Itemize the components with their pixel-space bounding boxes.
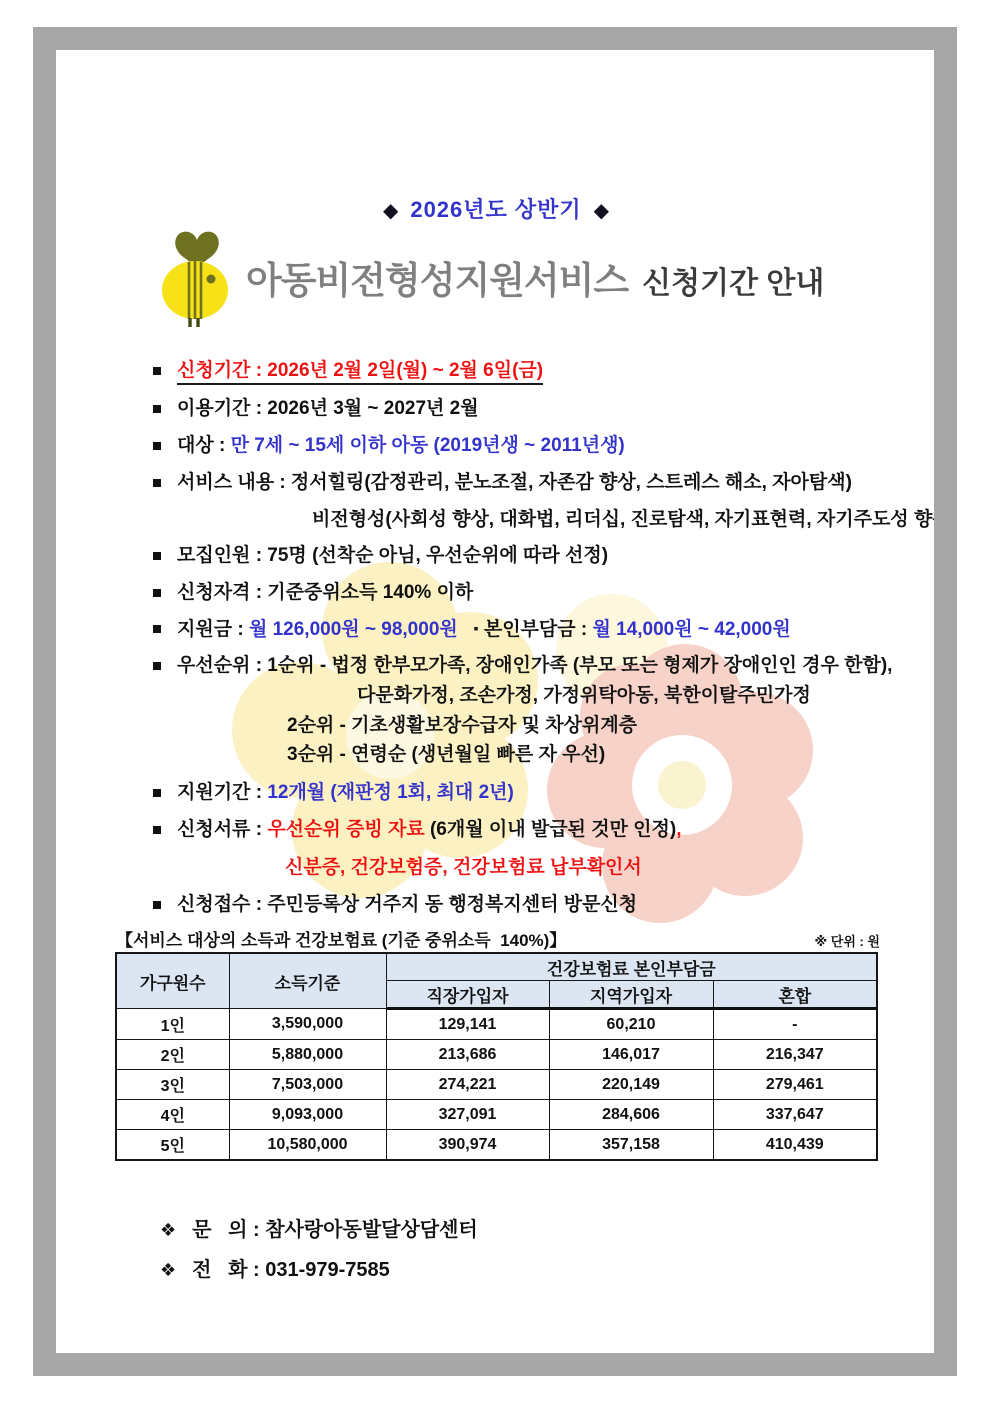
table-cell: 327,091 <box>386 1100 549 1130</box>
four-diamond-icon: ❖ <box>160 1220 177 1240</box>
table-section-title: 【서비스 대상의 소득과 건강보험료 (기준 중위소득 140%)】 <box>116 931 567 950</box>
bullet-support-amount <box>150 614 957 644</box>
table-cell: 1인 <box>116 1009 229 1040</box>
bee-logo-icon <box>158 226 236 328</box>
target-value: 만 7세 ~ 15세 이하 아동 (2019년생 ~ 2011년생) <box>230 435 625 456</box>
unit-note: ※ 단위 : 원 <box>814 934 880 949</box>
contact-section <box>160 1210 478 1290</box>
bullet-list <box>150 356 957 919</box>
duration-value: 12개월 (재판정 1회, 최대 2년) <box>267 782 514 803</box>
table-cell: 213,686 <box>386 1040 549 1070</box>
page-title: 아동비전형성지원서비스 <box>246 260 629 301</box>
bullet-required-docs <box>150 815 957 844</box>
bullet-support-duration <box>150 778 957 807</box>
table-cell: 4인 <box>116 1100 229 1130</box>
table-cell: 337,647 <box>713 1100 877 1130</box>
bullet-use-period: 이용기간 : 2026년 3월 ~ 2027년 2월 <box>150 394 957 423</box>
col-group-header-copay: 건강보험료 본인부담금 <box>386 953 877 981</box>
income-table-body <box>116 1009 877 1161</box>
support-label: 지원금 : <box>177 619 249 640</box>
inline-bullet-icon: ▪ <box>473 620 479 636</box>
col-header-household: 가구원수 <box>116 953 229 1009</box>
table-cell: - <box>713 1009 877 1040</box>
bullet-reception: 신청접수 : 주민등록상 거주지 동 행정복지센터 방문신청 <box>150 890 957 919</box>
col-header-workplace: 직장가입자 <box>386 981 549 1009</box>
diamond-icon: ◆ <box>593 200 610 222</box>
table-cell: 7,503,000 <box>229 1070 386 1100</box>
bullet-service-content-cont: 비전형성(사회성 향상, 대화법, 리더십, 진로탐색, 자기표현력, 자기주도성 향상) <box>312 509 957 530</box>
docs-comma: , <box>676 819 682 840</box>
col-header-mixed: 혼합 <box>713 981 877 1009</box>
contact-inquiry-line <box>160 1210 478 1250</box>
target-label: 대상 : <box>177 435 231 456</box>
table-cell: 284,606 <box>549 1100 713 1130</box>
table-header-row-1 <box>116 953 877 981</box>
support-value: 월 126,000원 ~ 98,000원 <box>248 619 458 640</box>
table-cell: 2인 <box>116 1040 229 1070</box>
docs-red-text: 우선순위 증빙 자료 <box>267 819 430 840</box>
bullet-apply-period <box>150 356 957 385</box>
table-cell: 146,017 <box>549 1040 713 1070</box>
contact-phone-line <box>160 1250 478 1290</box>
table-cell: 5,880,000 <box>229 1040 386 1070</box>
bullet-required-docs-cont: 신분증, 건강보험증, 건강보험료 납부확인서 <box>285 857 642 878</box>
table-row <box>116 1070 877 1100</box>
diamond-icon: ◆ <box>382 200 399 222</box>
table-cell: 216,347 <box>713 1040 877 1070</box>
table-cell: 274,221 <box>386 1070 549 1100</box>
bullet-service-content: 서비스 내용 : 정서힐링(감정관리, 분노조절, 자존감 향상, 스트레스 해소, 자아탐색) <box>150 468 957 497</box>
bullet-target <box>150 431 957 460</box>
table-cell: 390,974 <box>386 1130 549 1161</box>
apply-period-text: 신청기간 : 2026년 2월 2일(월) ~ 2월 6일(금) <box>177 360 543 385</box>
table-cell: 3,590,000 <box>229 1009 386 1040</box>
copay-value: 월 14,000원 ~ 42,000원 <box>592 619 791 640</box>
bullet-priority: 우선순위 : 1순위 - 법정 한부모가족, 장애인가족 (부모 또는 형제가 장애인인 경우 한함), <box>150 651 957 680</box>
table-cell: 10,580,000 <box>229 1130 386 1161</box>
table-cell: 357,158 <box>549 1130 713 1161</box>
table-cell: 5인 <box>116 1130 229 1161</box>
income-insurance-table <box>115 952 878 1161</box>
table-cell: 129,141 <box>386 1009 549 1040</box>
page-subtitle: 신청기간 안내 <box>642 267 825 300</box>
table-row <box>116 1009 877 1040</box>
year-half-heading <box>0 193 992 224</box>
col-header-income: 소득기준 <box>229 953 386 1009</box>
table-cell: 220,149 <box>549 1070 713 1100</box>
bullet-qualification: 신청자격 : 기준중위소득 140% 이하 <box>150 578 957 607</box>
title-row <box>158 226 824 328</box>
table-cell: 9,093,000 <box>229 1100 386 1130</box>
duration-label: 지원기간 : <box>177 782 268 803</box>
table-cell: 410,439 <box>713 1130 877 1161</box>
col-header-regional: 지역가입자 <box>549 981 713 1009</box>
table-cell: 279,461 <box>713 1070 877 1100</box>
four-diamond-icon: ❖ <box>160 1260 177 1280</box>
phone-text: 전 화 : 031-979-7585 <box>192 1259 390 1281</box>
year-half-text: 2026년도 상반기 <box>410 197 582 222</box>
copay-label: 본인부담금 : <box>478 619 593 640</box>
bullet-priority-cont1: 다문화가정, 조손가정, 가정위탁아동, 북한이탈주민가정 <box>357 685 811 706</box>
table-cell: 60,210 <box>549 1009 713 1040</box>
table-row <box>116 1100 877 1130</box>
inquiry-text: 문 의 : 참사랑아동발달상담센터 <box>192 1219 478 1241</box>
table-cell: 3인 <box>116 1070 229 1100</box>
bullet-recruit-count: 모집인원 : 75명 (선착순 아님, 우선순위에 따라 선정) <box>150 541 957 570</box>
docs-black-text: (6개월 이내 발급된 것만 인정) <box>429 819 677 840</box>
bullet-priority-cont3: 3순위 - 연령순 (생년월일 빠른 자 우선) <box>287 744 606 765</box>
table-row <box>116 1130 877 1161</box>
docs-label: 신청서류 : <box>177 819 268 840</box>
table-row <box>116 1040 877 1070</box>
bullet-priority-cont2: 2순위 - 기초생활보장수급자 및 차상위계층 <box>287 715 638 736</box>
